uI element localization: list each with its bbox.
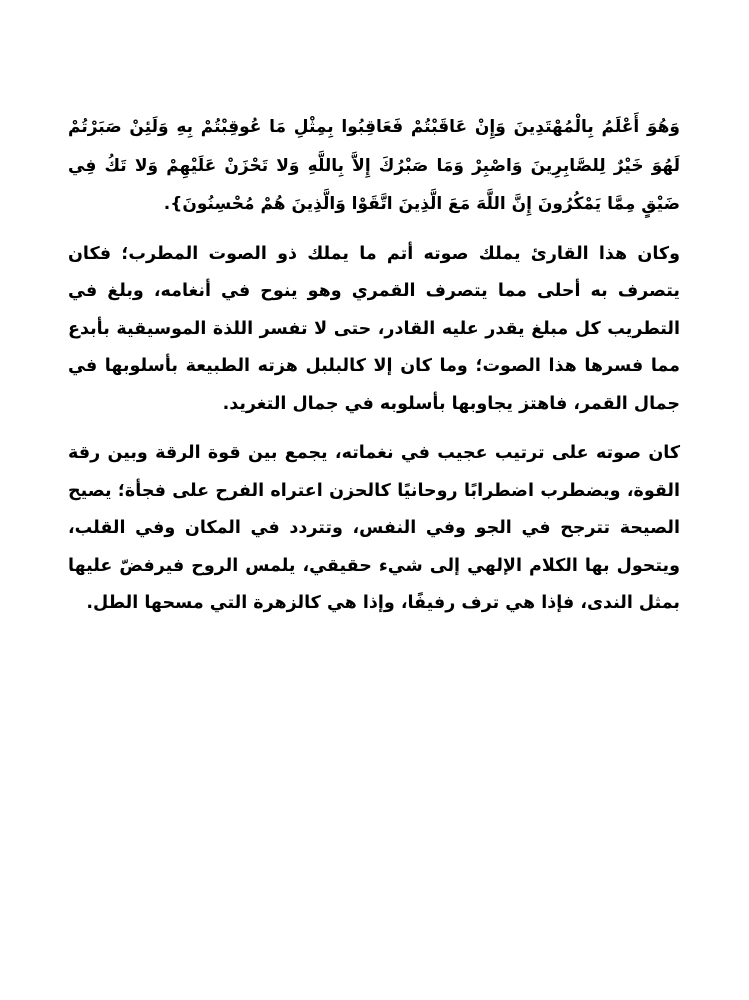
body-paragraph: وكان هذا القارئ يملك صوته أتم ما يملك ذو الصوت المطرب؛ فكان يتصرف به أحلى مما يتصرف القمري وهو ينوح في أنغامه، وبلغ في التطريب كل مبلغ يقدر عليه القادر، حتى لا تفسر اللذة الموسيقية بأبدع مما فسرها هذا الصوت؛ وما كان إلا كالبلبل هزته الطبيعة بأسلوبها في جمال القمر، فاهتز يجاوبها بأسلوبه في جمال التغريد. [68,243,680,414]
document-page [68,108,680,623]
body-paragraph: كان صوته على ترتيب عجيب في نغماته، يجمع بين قوة الرقة وبين رقة القوة، ويضطرب اضطرابًا روحانيًا كالحزن اعتراه الفرح على فجأة؛ يصيح الصيحة تترجح في الجو وفي النفس، وتتردد في المكان وفي القلب، ويتحول بها الكلام الإلهي إلى شيء حقيقي، يلمس الروح فيرفضّ عليها بمثل الندى، فإذا هي ترف رفيفًا، وإذا هي كالزهرة التي مسحها الطل. [68,443,680,613]
quran-verse-paragraph: وَهُوَ أَعْلَمُ بِالْمُهْتَدِينَ وَإِنْ عَاقَبْتُمْ فَعَاقِبُوا بِمِثْلِ مَا عُوقِبْتُمْ بِهِ وَلَئِنْ صَبَرْتُمْ لَهُوَ خَيْرٌ لِلصَّابِرِينَ وَاصْبِرْ وَمَا صَبْرُكَ إِلاَّ بِاللَّهِ وَلا تَحْزَنْ عَلَيْهِمْ وَلا تَكُ فِي ضَيْقٍ مِمَّا يَمْكُرُونَ إِنَّ اللَّهَ مَعَ الَّذِينَ اتَّقَوْا وَالَّذِينَ هُمْ مُحْسِنُونَ}. [68,117,680,214]
